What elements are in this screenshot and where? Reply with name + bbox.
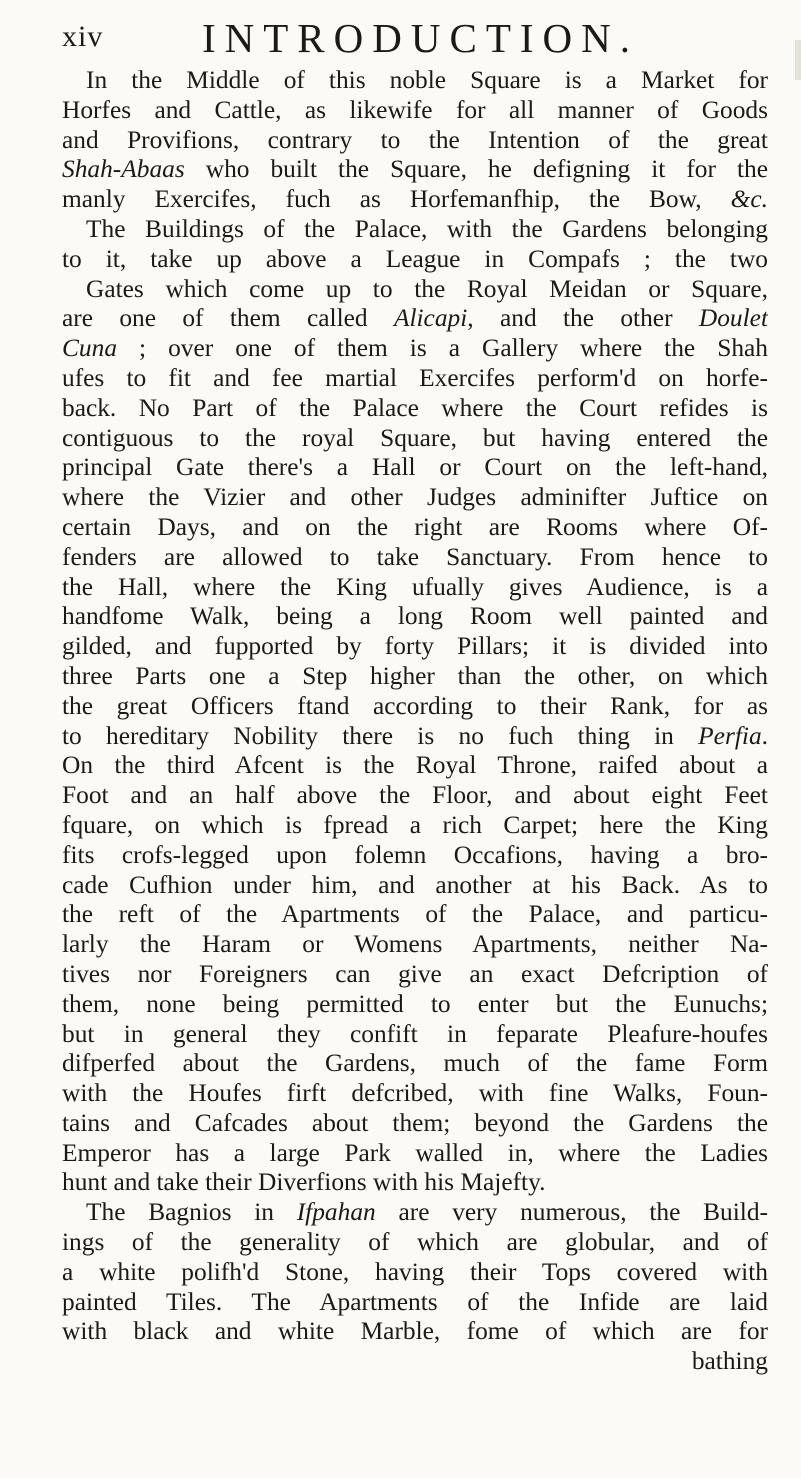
text-line: The Bagnios in Ifpahan are very numerous, the Build- xyxy=(86,1198,768,1227)
text-line: Cuna ; over one of them is a Gallery where the Shah xyxy=(62,334,768,363)
text-line: handfome Walk, being a long Room well painted and xyxy=(62,602,768,631)
body-text xyxy=(62,66,768,1377)
text-line: Gates which come up to the Royal Meidan or Square, xyxy=(86,274,768,303)
text-line: tains and Cafcades about them; beyond the Gardens the xyxy=(62,1108,768,1137)
page-edge-shadow xyxy=(795,40,801,80)
text-line: gilded, and fupported by forty Pillars; it is divided into xyxy=(62,632,768,661)
text-line: Horfes and Cattle, as likewife for all manner of Goods xyxy=(62,95,768,124)
text-line: to hereditary Nobility there is no fuch thing in Perfia. xyxy=(62,721,768,750)
text-line: them, none being permitted to enter but the Eunuchs; xyxy=(62,989,768,1018)
text-line: three Parts one a Step higher than the other, on which xyxy=(62,661,768,690)
text-line: the reft of the Apartments of the Palace, and particu- xyxy=(62,900,768,929)
text-line: In the Middle of this noble Square is a Market for xyxy=(86,66,768,94)
text-line: ufes to fit and fee martial Exercifes perform'd on horfe- xyxy=(62,363,768,392)
text-line: principal Gate there's a Hall or Court on the left-hand, xyxy=(62,453,768,482)
text-line: painted Tiles. The Apartments of the Infide are laid xyxy=(62,1287,768,1316)
text-line: tives nor Foreigners can give an exact Defcription of xyxy=(62,959,768,988)
text-line: with black and white Marble, fome of which are for xyxy=(62,1317,768,1346)
text-line: but in general they confift in feparate Pleafure-houfes xyxy=(62,1019,768,1048)
text-line: back. No Part of the Palace where the Court refides is xyxy=(62,393,768,422)
text-line: ings of the generality of which are globular, and of xyxy=(62,1228,768,1257)
text-line: difperfed about the Gardens, much of the fame Form xyxy=(62,1049,768,1078)
text-line: are one of them called Alicapi, and the other Doulet xyxy=(62,304,768,333)
text-line: to it, take up above a League in Compafs ; the two xyxy=(62,244,768,273)
running-head xyxy=(62,14,782,61)
text-line: cade Cufhion under him, and another at his Back. As to xyxy=(62,870,768,899)
text-line: On the third Afcent is the Royal Throne, raifed about a xyxy=(62,751,768,780)
text-line: where the Vizier and other Judges adminifter Juftice on xyxy=(62,483,768,512)
text-line: a white polifh'd Stone, having their Tops covered with xyxy=(62,1257,768,1286)
catchword: bathing xyxy=(691,1347,768,1376)
text-line: Shah-Abaas who built the Square, he defigning it for the xyxy=(62,155,768,184)
text-line: The Buildings of the Palace, with the Gardens belonging xyxy=(86,214,768,243)
text-line: Foot and an half above the Floor, and about eight Feet xyxy=(62,781,768,810)
text-line: fenders are allowed to take Sanctuary. From hence to xyxy=(62,542,768,571)
text-line: and Provifions, contrary to the Intention of the great xyxy=(62,125,768,154)
text-line: with the Houfes firft defcribed, with fine Walks, Foun- xyxy=(62,1079,768,1108)
text-line: contiguous to the royal Square, but having entered the xyxy=(62,423,768,452)
text-line: the great Officers ftand according to their Rank, for as xyxy=(62,691,768,720)
text-line: fits crofs-legged upon folemn Occafions, having a bro- xyxy=(62,840,768,869)
text-line: the Hall, where the King ufually gives Audience, is a xyxy=(62,572,768,601)
text-line: certain Days, and on the right are Rooms where Of- xyxy=(62,512,768,541)
text-line: fquare, on which is fpread a rich Carpet; here the King xyxy=(62,810,768,839)
page-number: xiv xyxy=(62,20,104,53)
text-line: manly Exercifes, fuch as Horfemanfhip, the Bow, &c. xyxy=(62,185,768,214)
text-line: Emperor has a large Park walled in, where the Ladies xyxy=(62,1138,768,1167)
running-title: INTRODUCTION. xyxy=(202,15,639,61)
text-line: hunt and take their Diverfions with his Majefty. xyxy=(62,1168,546,1197)
text-line: larly the Haram or Womens Apartments, neither Na- xyxy=(62,930,768,959)
